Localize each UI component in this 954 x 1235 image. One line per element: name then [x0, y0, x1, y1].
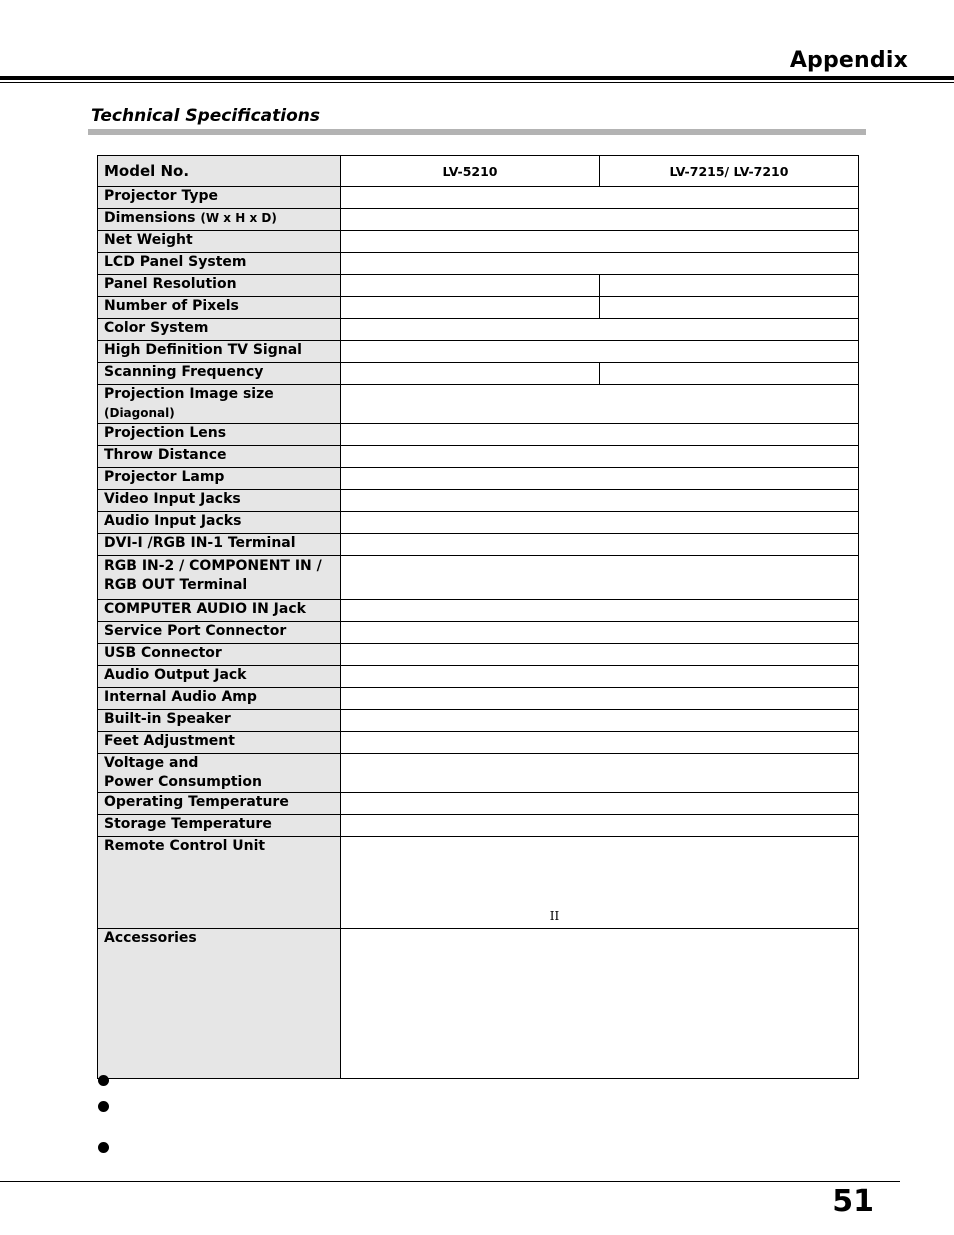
row-label: Storage Temperature: [98, 815, 341, 837]
spec-table: [97, 155, 859, 1079]
row-label: Remote Control Unit: [98, 837, 341, 929]
row-label: Panel Resolution: [98, 275, 341, 297]
row-value: [341, 929, 859, 1079]
row-value: [341, 187, 859, 209]
row-label: LCD Panel System: [98, 253, 341, 275]
row-value: [600, 297, 859, 319]
row-label: Scanning Frequency: [98, 363, 341, 385]
row-value: [341, 754, 859, 793]
model-col1: LV-5210: [341, 156, 600, 187]
row-value: [341, 666, 859, 688]
row-value: [341, 209, 859, 231]
table-row: [98, 424, 859, 446]
row-label: USB Connector: [98, 644, 341, 666]
table-row: [98, 837, 859, 929]
header-rule: [0, 76, 954, 80]
header-rule-thin: [0, 82, 954, 83]
row-label-main: Projection Image size: [104, 386, 274, 402]
row-label: Audio Output Jack: [98, 666, 341, 688]
row-value: [341, 815, 859, 837]
subtitle-bar: [88, 129, 866, 135]
table-row: [98, 446, 859, 468]
row-value: [341, 732, 859, 754]
section-title: Appendix: [789, 48, 908, 73]
table-row: [98, 363, 859, 385]
row-label-line: Voltage and: [104, 755, 199, 771]
table-row: [98, 793, 859, 815]
row-value: [600, 363, 859, 385]
page-subtitle: Technical Specifications: [91, 106, 320, 126]
table-row: [98, 644, 859, 666]
row-value: [341, 600, 859, 622]
row-value: [341, 253, 859, 275]
bullet-icon: [98, 1101, 109, 1112]
table-row: [98, 187, 859, 209]
row-label: Operating Temperature: [98, 793, 341, 815]
table-row: [98, 929, 859, 1079]
table-row: [98, 688, 859, 710]
row-value: [341, 319, 859, 341]
row-label: Accessories: [98, 929, 341, 1079]
row-label: Feet Adjustment: [98, 732, 341, 754]
row-value: [341, 644, 859, 666]
row-label: Built-in Speaker: [98, 710, 341, 732]
remote-value: II: [549, 909, 560, 923]
row-value: [600, 275, 859, 297]
table-row: [98, 297, 859, 319]
table-row: [98, 490, 859, 512]
row-label: Projector Type: [98, 187, 341, 209]
row-value: [341, 468, 859, 490]
table-row: [98, 156, 859, 187]
table-row: [98, 319, 859, 341]
row-value: [341, 341, 859, 363]
table-row: [98, 622, 859, 644]
model-label: Model No.: [98, 156, 341, 187]
table-row: [98, 666, 859, 688]
table-row: [98, 209, 859, 231]
table-row: [98, 253, 859, 275]
row-value: [341, 622, 859, 644]
row-value: [341, 793, 859, 815]
row-label: COMPUTER AUDIO IN Jack: [98, 600, 341, 622]
row-value: [341, 297, 600, 319]
row-value: [341, 385, 859, 424]
row-label: Number of Pixels: [98, 297, 341, 319]
row-value: [341, 534, 859, 556]
row-value: [341, 710, 859, 732]
bullet-icon: [98, 1075, 109, 1086]
row-value: [341, 424, 859, 446]
table-row: [98, 231, 859, 253]
model-col2: LV-7215/ LV-7210: [600, 156, 859, 187]
table-row: [98, 600, 859, 622]
row-label: Service Port Connector: [98, 622, 341, 644]
table-row: [98, 710, 859, 732]
row-label: Projector Lamp: [98, 468, 341, 490]
row-label: Internal Audio Amp: [98, 688, 341, 710]
bullet-icon: [98, 1142, 109, 1153]
row-label-main: Dimensions: [104, 210, 196, 226]
table-row: [98, 815, 859, 837]
row-label: Projection Lens: [98, 424, 341, 446]
page-number: 51: [832, 1184, 874, 1219]
row-value: [341, 490, 859, 512]
row-value: [341, 231, 859, 253]
row-label-note: (Diagonal): [104, 406, 175, 420]
table-row: [98, 754, 859, 793]
row-label: High Definition TV Signal: [98, 341, 341, 363]
row-label: Net Weight: [98, 231, 341, 253]
row-value: [341, 512, 859, 534]
row-label: [98, 209, 341, 231]
row-label: [98, 556, 341, 600]
row-label: [98, 385, 341, 424]
table-row: [98, 512, 859, 534]
row-label: [98, 754, 341, 793]
row-label: Video Input Jacks: [98, 490, 341, 512]
row-label-line: RGB IN-2 / COMPONENT IN /: [104, 558, 322, 574]
row-label: DVI-I /RGB IN-1 Terminal: [98, 534, 341, 556]
footer-rule: [0, 1181, 900, 1182]
row-label: Color System: [98, 319, 341, 341]
table-row: [98, 732, 859, 754]
table-row: [98, 341, 859, 363]
row-value: [341, 556, 859, 600]
table-row: [98, 468, 859, 490]
row-label: Audio Input Jacks: [98, 512, 341, 534]
row-label-note: (W x H x D): [200, 211, 277, 225]
table-row: [98, 385, 859, 424]
table-row: [98, 556, 859, 600]
row-label-line: RGB OUT Terminal: [104, 577, 248, 593]
row-value: [341, 837, 859, 929]
row-label: Throw Distance: [98, 446, 341, 468]
table-row: [98, 275, 859, 297]
row-value: [341, 688, 859, 710]
row-label-line: Power Consumption: [104, 774, 262, 790]
table-row: [98, 534, 859, 556]
row-value: [341, 446, 859, 468]
row-value: [341, 363, 600, 385]
row-value: [341, 275, 600, 297]
